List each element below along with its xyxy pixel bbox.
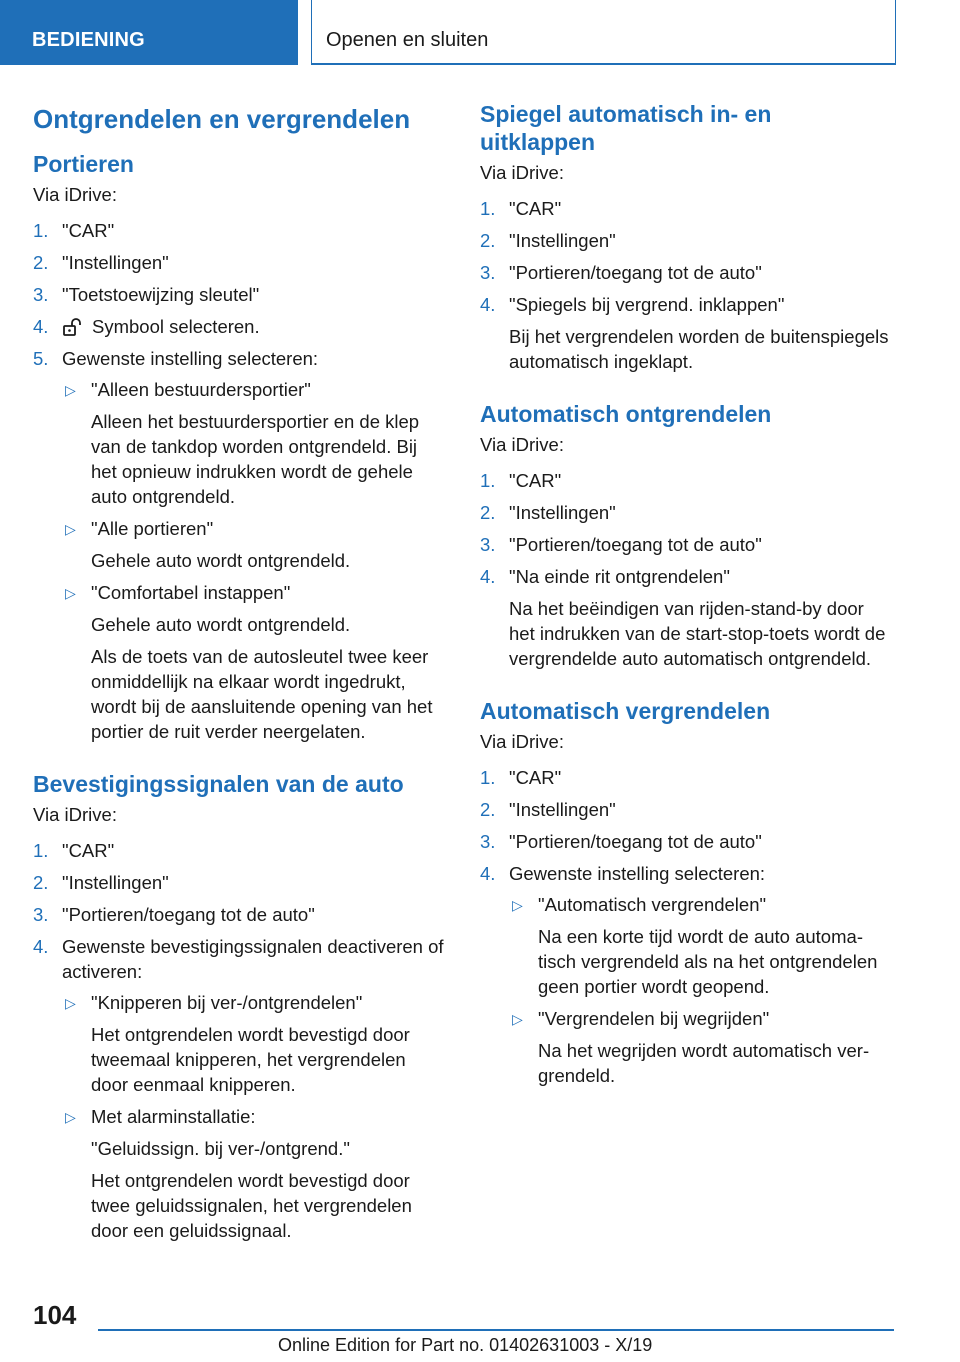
- section-intro: Via iDrive:: [33, 184, 117, 205]
- header-title-tab: [311, 0, 896, 65]
- step-list: [480, 468, 892, 671]
- section-intro: Via iDrive:: [480, 434, 564, 455]
- list-item: 3. "Portieren/toegang tot de auto": [480, 262, 762, 283]
- list-item: 1. "CAR": [480, 198, 562, 219]
- list-item: 2. "Instellingen": [480, 502, 616, 523]
- list-item: 4. Gewenste instelling selecteren: ▷ "Automatisch vergrendelen" Na een korte tijd wordt de auto automatisch vergrendeld als na het ontgrendelen geen portier wordt geopend. ▷ "Vergrendelen bij wegrijden" Na het wegrijden wordt automatisch vergrendeld.: [480, 861, 892, 1088]
- list-item: 4. Symbool selecteren.: [33, 316, 260, 337]
- section-intro: Via iDrive:: [480, 731, 564, 752]
- page-number: 104: [33, 1300, 77, 1330]
- list-item: 4. "Spiegels bij vergrend. inklappen" Bij het vergrendelen worden de buitenspiegels automatisch ingeklapt.: [480, 294, 889, 372]
- list-item: 1. "CAR": [480, 470, 562, 491]
- option-list: [509, 892, 892, 1088]
- list-item: 4. Gewenste bevestigingssignalen deactiveren of activeren: ▷ "Knipperen bij ver-/ontgrendelen" Het ontgrendelen wordt bevestigd door tweemaal knipperen, het vergrendelen door eenmaal knipperen. ▷ Met alarminstallatie: "Geluidssign. bij ver-/ontgrend." Het ontgrendelen wordt bevestigd door twee geluidssignalen, het vergrendelen door een geluidssignaal.: [33, 936, 444, 1241]
- step-list: [480, 765, 892, 1088]
- list-item: 4. "Na einde rit ontgrendelen" Na het beëindigen van rijden-stand-by door het indrukken van de start-stop-toets wordt de vergrendelde auto automatisch ontgrendeld.: [480, 566, 886, 669]
- list-item: 2. "Instellingen": [33, 252, 169, 273]
- option-item: ▷ "Vergrendelen bij wegrijden" Na het wegrijden wordt automatisch vergrendeld.: [512, 1008, 870, 1086]
- footer-divider: [98, 1329, 894, 1331]
- list-item: 1. "CAR": [33, 840, 115, 861]
- left-column: [33, 100, 445, 1269]
- header-section-label: BEDIENING: [32, 29, 145, 51]
- section-bevestiging: [33, 770, 445, 1243]
- section-intro: Via iDrive:: [480, 162, 564, 183]
- section-title: Automatisch ontgrendelen: [480, 401, 772, 427]
- page-title: Ontgrendelen en vergrendelen: [33, 104, 411, 134]
- list-item: 3. "Portieren/toegang tot de auto": [480, 831, 762, 852]
- section-spiegel: [480, 100, 892, 374]
- triangle-bullet-icon: ▷: [512, 897, 523, 913]
- step-list: [33, 218, 445, 744]
- triangle-bullet-icon: ▷: [512, 1011, 523, 1027]
- list-item: 1. "CAR": [480, 767, 562, 788]
- option-item: ▷ "Automatisch vergrendelen" Na een korte tijd wordt de auto automatisch vergrendeld als na het ontgrendelen geen portier wordt geopend.: [512, 894, 878, 997]
- option-item: ▷ Met alarminstallatie: "Geluidssign. bij ver-/ontgrend." Het ontgrendelen wordt bevestigd door twee geluidssignalen, het vergrendelen door een geluidssignaal.: [65, 1106, 412, 1241]
- list-item: 1. "CAR": [33, 220, 115, 241]
- option-item: ▷ "Comfortabel instappen" Gehele auto wordt ontgrendeld. Als de toets van de autosleutel twee keer onmiddellijk na elkaar wordt ingedrukt, wordt bij de aansluitende opening van het portier de ruit verder neergelaten.: [65, 582, 433, 742]
- option-list: [62, 990, 445, 1243]
- list-item: 5. Gewenste instelling selecteren: ▷ "Alleen bestuurdersportier" Alleen het bestuurdersportier en de klep van de tankdop worden ontgrendeld. Bij het opnieuw indrukken wordt de gehele auto ontgrendeld. ▷ "Alle portieren" Gehele auto wordt ontgrendeld. ▷ "Comfortabel instappen" Gehele auto wordt ontgrendeld. Als de toets van de autosleutel twee keer onmiddellijk na elkaar wordt ingedrukt, wordt bij de aansluitende opening van het portier de ruit verder neergelaten.: [33, 346, 445, 744]
- option-list: [62, 377, 445, 744]
- list-item: 2. "Instellingen": [480, 230, 616, 251]
- option-item: ▷ "Alleen bestuurdersportier" Alleen het bestuurdersportier en de klep van de tankdop worden ontgrendeld. Bij het opnieuw indrukken wordt de gehele auto ontgrendeld.: [65, 379, 420, 507]
- section-intro: Via iDrive:: [33, 804, 117, 825]
- triangle-bullet-icon: ▷: [65, 585, 76, 601]
- section-title: Spiegel automatisch in- en uitklappen: [480, 101, 772, 155]
- option-item: ▷ "Knipperen bij ver-/ontgrendelen" Het ontgrendelen wordt bevestigd door tweemaal knipperen, het vergrendelen door eenmaal knipperen.: [65, 992, 410, 1095]
- section-automatisch-ontgrendelen: [480, 400, 892, 671]
- footer-edition: Online Edition for Part no. 01402631003 - X/19: [278, 1335, 653, 1355]
- triangle-bullet-icon: ▷: [65, 1109, 76, 1125]
- section-title: Bevestigingssignalen van de auto: [33, 771, 404, 797]
- section-portieren: [33, 150, 445, 744]
- step-list: [480, 196, 892, 374]
- option-item: ▷ "Alle portieren" Gehele auto wordt ontgrendeld.: [65, 518, 351, 571]
- list-item: 3. "Portieren/toegang tot de auto": [480, 534, 762, 555]
- section-title: Portieren: [33, 151, 134, 177]
- list-item: 2. "Instellingen": [480, 799, 616, 820]
- right-column: [480, 100, 892, 1114]
- triangle-bullet-icon: ▷: [65, 995, 76, 1011]
- step-list: [33, 838, 445, 1243]
- section-automatisch-vergrendelen: [480, 697, 892, 1088]
- list-item: 2. "Instellingen": [33, 872, 169, 893]
- list-item: 3. "Portieren/toegang tot de auto": [33, 904, 315, 925]
- triangle-bullet-icon: ▷: [65, 521, 76, 537]
- header-section-tab: [0, 0, 298, 65]
- unlock-icon: [62, 318, 84, 336]
- header-title-label: Openen en sluiten: [326, 29, 489, 51]
- triangle-bullet-icon: ▷: [65, 382, 76, 398]
- list-item: 3. "Toetstoewijzing sleutel": [33, 284, 260, 305]
- section-title: Automatisch vergrendelen: [480, 698, 771, 724]
